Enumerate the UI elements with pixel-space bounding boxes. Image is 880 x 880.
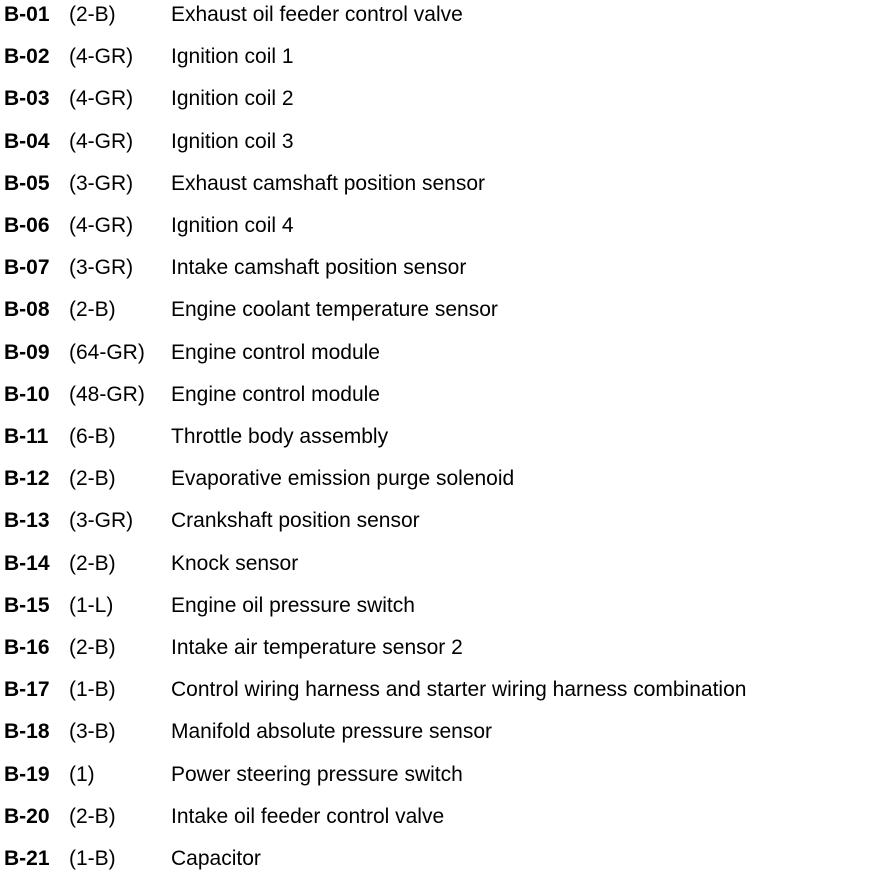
component-code: B-17 (4, 678, 50, 702)
component-code: B-11 (4, 425, 49, 448)
component-code: B-05 (4, 171, 50, 195)
component-description: Intake camshaft position sensor (171, 256, 467, 280)
component-description: Knock sensor (171, 551, 299, 575)
component-code: B-14 (4, 551, 50, 575)
component-code: B-04 (4, 129, 50, 153)
component-description: Power steering pressure switch (171, 762, 463, 786)
component-description: Ignition coil 2 (171, 87, 294, 111)
legend-row (4, 845, 876, 873)
connector-spec: (1-B) (69, 678, 116, 702)
connector-spec: (1-B) (69, 847, 116, 870)
connector-spec: (1-L) (69, 593, 114, 617)
connector-spec: (4-GR) (69, 87, 134, 111)
component-description: Evaporative emission purge solenoid (171, 467, 515, 491)
connector-spec: (48-GR) (69, 382, 145, 406)
component-description: Engine oil pressure switch (171, 593, 415, 617)
legend-row (4, 423, 876, 451)
legend-row (4, 296, 876, 324)
component-code: B-08 (4, 298, 50, 322)
component-description: Engine coolant temperature sensor (171, 298, 498, 322)
component-description: Manifold absolute pressure sensor (171, 720, 493, 744)
component-code: B-07 (4, 256, 50, 280)
component-code: B-10 (4, 382, 50, 406)
connector-spec: (3-B) (69, 720, 116, 744)
legend-row (4, 465, 876, 493)
connector-spec: (4-GR) (69, 129, 134, 153)
component-code: B-18 (4, 720, 50, 744)
connector-spec: (2-B) (69, 804, 116, 828)
legend-row (4, 592, 876, 620)
component-code: B-16 (4, 636, 50, 659)
component-description: Ignition coil 3 (171, 129, 294, 153)
legend-row (4, 170, 876, 198)
component-code: B-12 (4, 467, 50, 491)
component-code: B-21 (4, 847, 50, 870)
component-code: B-09 (4, 340, 50, 364)
component-code: B-15 (4, 593, 50, 617)
legend-row (4, 381, 876, 409)
component-description: Intake air temperature sensor 2 (171, 636, 463, 659)
legend-row (4, 85, 876, 113)
component-description: Intake oil feeder control valve (171, 804, 445, 828)
connector-spec: (2-B) (69, 551, 116, 575)
component-description: Engine control module (171, 340, 380, 364)
connector-spec: (2-B) (69, 3, 116, 26)
legend-row (4, 43, 876, 71)
component-code: B-20 (4, 804, 50, 828)
connector-spec: (1) (69, 762, 95, 786)
legend-row (4, 339, 876, 367)
legend-row (4, 718, 876, 746)
component-description: Throttle body assembly (171, 425, 389, 448)
component-description: Exhaust oil feeder control valve (171, 3, 463, 26)
component-code: B-01 (4, 3, 50, 26)
legend-row (4, 212, 876, 240)
connector-spec: (2-B) (69, 298, 116, 322)
connector-spec: (64-GR) (69, 340, 145, 364)
legend-row (4, 507, 876, 535)
component-code: B-19 (4, 762, 50, 786)
component-description: Ignition coil 1 (171, 45, 294, 69)
component-description: Ignition coil 4 (171, 214, 294, 237)
component-code: B-13 (4, 509, 50, 533)
component-description: Exhaust camshaft position sensor (171, 171, 485, 195)
connector-spec: (4-GR) (69, 214, 134, 237)
component-code: B-06 (4, 214, 50, 237)
connector-spec: (3-GR) (69, 509, 134, 533)
connector-spec: (4-GR) (69, 45, 134, 69)
legend-row (4, 803, 876, 831)
legend-row (4, 676, 876, 704)
legend-row (4, 128, 876, 156)
connector-spec: (3-GR) (69, 256, 134, 280)
legend-row (4, 254, 876, 282)
connector-spec: (2-B) (69, 636, 116, 659)
component-code: B-03 (4, 87, 50, 111)
legend-row (4, 1, 876, 29)
legend-row (4, 634, 876, 662)
component-description: Crankshaft position sensor (171, 509, 420, 533)
connector-spec: (6-B) (69, 425, 116, 448)
component-code: B-02 (4, 45, 50, 69)
connector-spec: (3-GR) (69, 171, 134, 195)
component-description: Engine control module (171, 382, 380, 406)
legend-row (4, 550, 876, 578)
component-description: Capacitor (171, 847, 261, 870)
connector-spec: (2-B) (69, 467, 116, 491)
component-description: Control wiring harness and starter wiring harness combination (171, 678, 747, 702)
legend-row (4, 761, 876, 789)
